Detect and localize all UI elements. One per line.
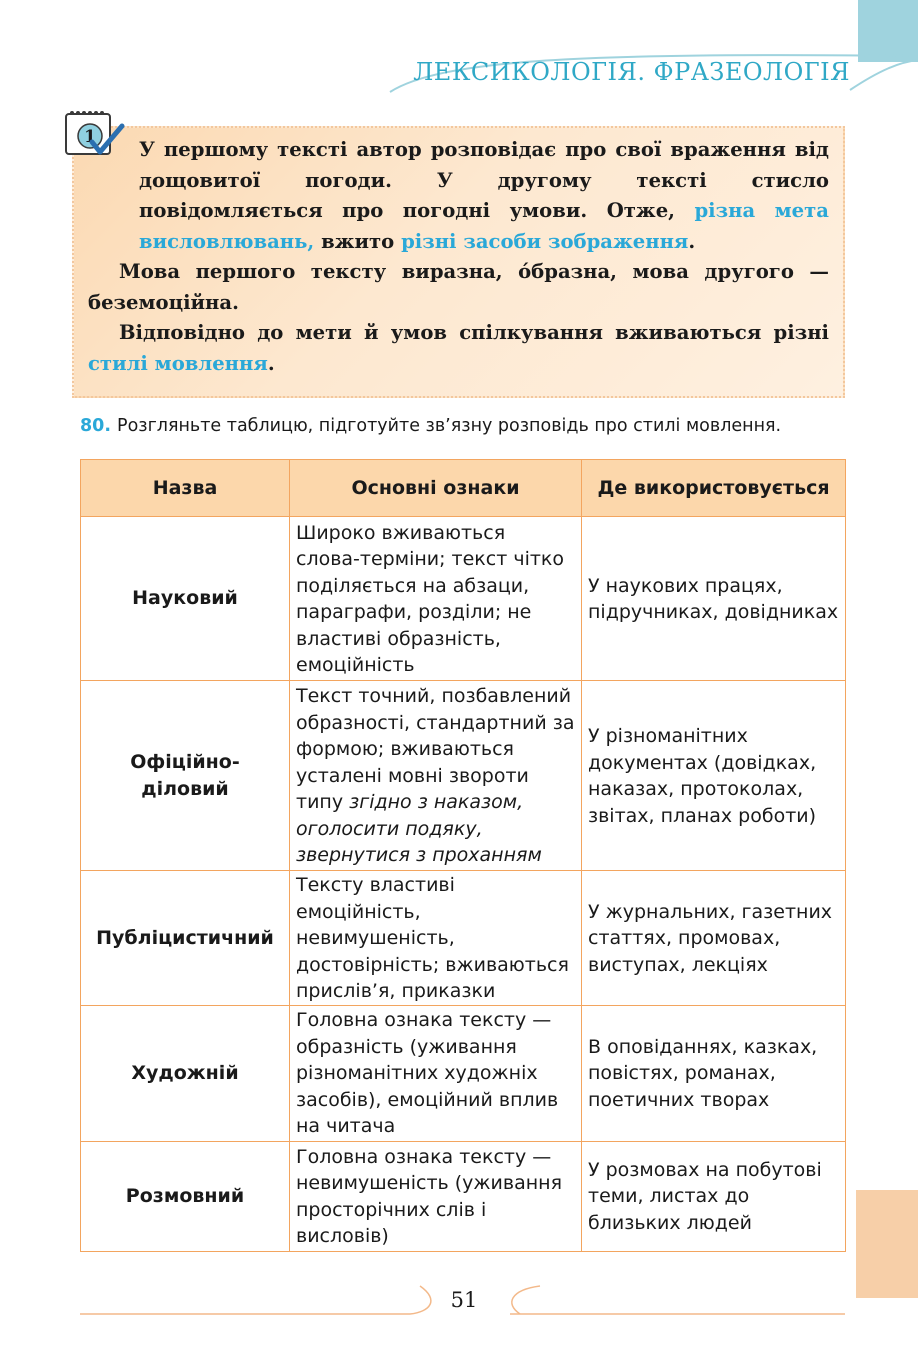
style-name: Офіційно- діловий [81, 681, 290, 871]
table-row [81, 517, 846, 681]
table-row [81, 871, 846, 1006]
style-usage: В оповіданнях, казках, повістях, романах, поетичних творах [582, 1005, 846, 1141]
rule-paragraph-3: Відповідно до мети й умов спілкування вживаються різні стилі мовлення. [88, 321, 829, 375]
rule-box [72, 126, 845, 398]
header-name: Назва [81, 460, 290, 517]
style-name: Публіцистичний [81, 871, 290, 1006]
style-features: Головна ознака тексту — невимушеність (уживання просторічних слів і висловів) [290, 1141, 582, 1251]
style-usage: У журнальних, газетних статтях, промовах, виступах, лекціях [582, 871, 846, 1006]
table-header-row [81, 460, 846, 517]
page-number: 51 [450, 1288, 478, 1312]
style-name: Розмовний [81, 1141, 290, 1251]
table-row [81, 1141, 846, 1251]
style-features: Тексту властиві емоційність, невимушеність, достовірність; вживаються прислів’я, приказки [290, 871, 582, 1006]
exercise-number: 80. [80, 416, 112, 436]
table-row [81, 1005, 846, 1141]
style-name: Художній [81, 1005, 290, 1141]
highlight-purpose: різна мета висловлювань, [139, 199, 829, 253]
header-usage: Де використовується [582, 460, 846, 517]
style-features: Текст точний, позбавлений образності, стандартний за формою; вживаються усталені мовні звороти типу згідно з наказом, оголосити подяку, звернутися з проханням [290, 681, 582, 871]
rule-calendar-check-icon [62, 108, 126, 158]
style-features: Головна ознака тексту — образність (уживання різноманітних художніх засобів), емоційний вплив на читача [290, 1005, 582, 1141]
table-row [81, 681, 846, 871]
exercise-text: Розгляньте таблицю, підготуйте зв’язну розповідь про стилі мовлення. [117, 416, 782, 436]
style-name: Науковий [81, 517, 290, 681]
speech-styles-table [80, 459, 846, 1252]
exercise-prompt [80, 416, 781, 436]
rule-paragraph-2: Мова першого тексту виразна, о́бразна, мова другого — беземоційна. [88, 260, 829, 314]
side-tab [856, 1190, 918, 1298]
style-usage: У наукових працях, підручниках, довідниках [582, 517, 846, 681]
style-features-examples: згідно з наказом, оголосити подяку, звернутися з проханням [296, 791, 542, 867]
section-title: ЛЕКСИКОЛОГІЯ. ФРАЗЕОЛОГІЯ [413, 58, 850, 86]
highlight-styles: стилі мовлення [88, 351, 268, 375]
rule-icon-label: 1 [84, 127, 96, 147]
rule-paragraph-1: У першому тексті автор розповідає про свої враження від дощовитої погоди. У другому тексті стисло повідомляється про погодні умови. Отже, різна мета висловлювань, вжито різні засоби зображення. [139, 138, 829, 253]
style-usage: У різноманітних документах (довідках, наказах, протоколах, звітах, планах роботи) [582, 681, 846, 871]
highlight-means: різні засоби зображення [401, 229, 689, 253]
header-features: Основні ознаки [290, 460, 582, 517]
style-usage: У розмовах на побутові теми, листах до близьких людей [582, 1141, 846, 1251]
style-features: Широко вживаються слова-терміни; текст чітко поділяється на абзаци, параграфи, розділи; не властиві образність, емоційність [290, 517, 582, 681]
